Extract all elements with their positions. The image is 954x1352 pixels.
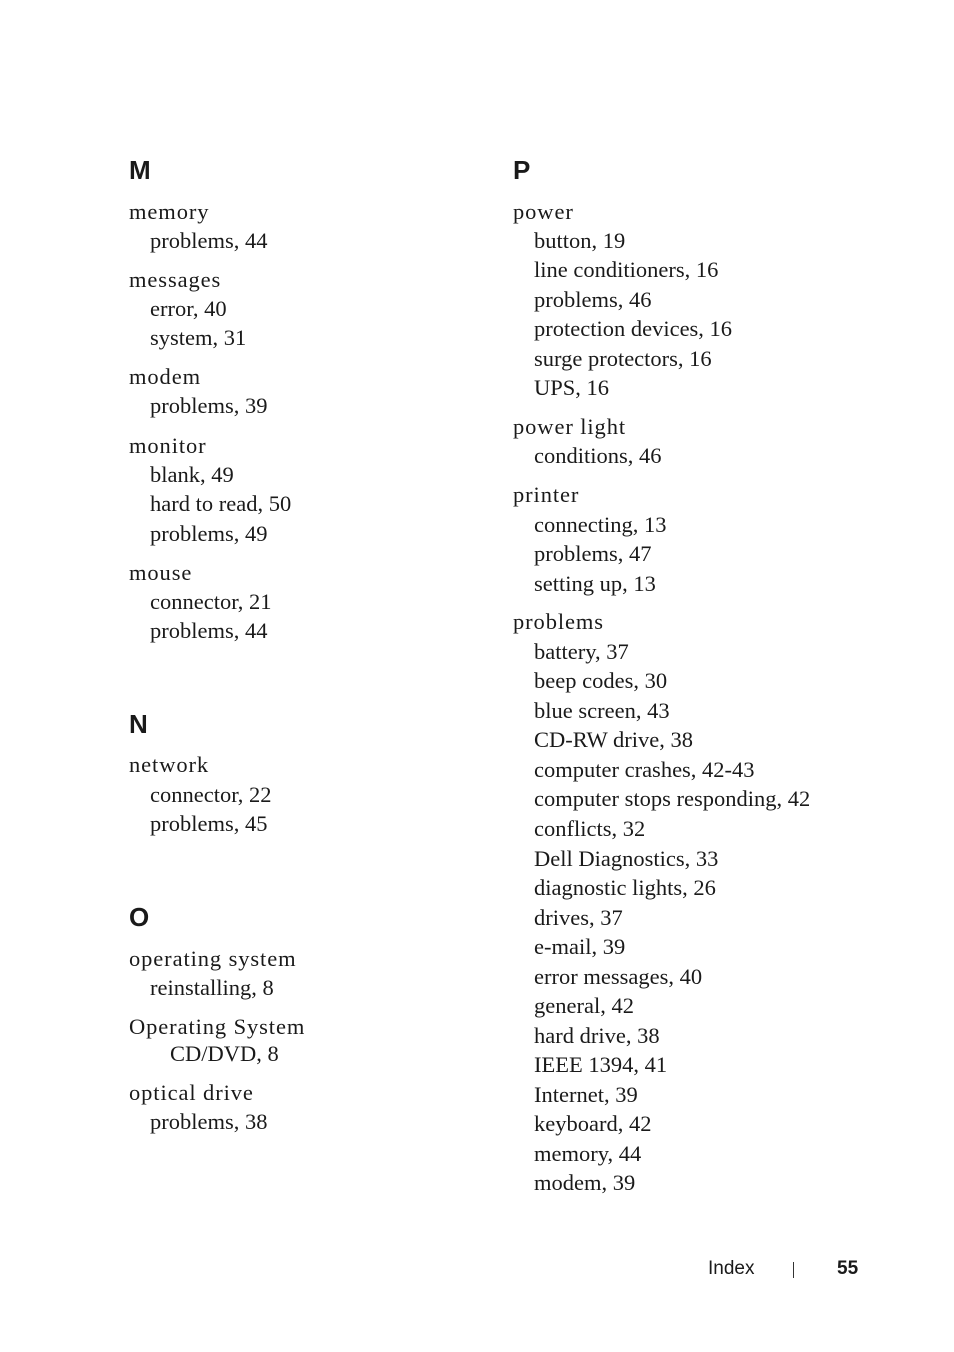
index-term-power: power [513, 199, 574, 224]
index-term-mouse: mouse [129, 560, 193, 585]
footer-separator [793, 1262, 794, 1278]
section-letter-n: N [129, 709, 148, 739]
index-term-operating-system-cd: Operating System [129, 1014, 306, 1039]
index-subentry: hard to read, 50 [150, 491, 292, 516]
footer-label: Index [708, 1258, 755, 1279]
index-term-network: network [129, 752, 210, 777]
index-term-power-light: power light [513, 414, 627, 439]
index-subentry: setting up, 13 [534, 571, 656, 596]
index-subentry: CD-RW drive, 38 [534, 727, 693, 752]
index-subentry: battery, 37 [534, 639, 629, 664]
index-subentry: memory, 44 [534, 1141, 642, 1166]
index-subentry: error, 40 [150, 296, 227, 321]
index-subentry: blue screen, 43 [534, 698, 670, 723]
index-subentry: system, 31 [150, 325, 247, 350]
index-subentry: computer stops responding, 42 [534, 786, 811, 811]
index-subentry: connector, 21 [150, 589, 272, 614]
index-subentry: surge protectors, 16 [534, 346, 712, 371]
index-subentry: connector, 22 [150, 782, 272, 807]
index-term-optical-drive: optical drive [129, 1080, 254, 1105]
index-subentry: line conditioners, 16 [534, 257, 719, 282]
index-subentry: problems, 38 [150, 1109, 268, 1134]
index-subentry: drives, 37 [534, 905, 623, 930]
index-subentry: problems, 47 [534, 541, 652, 566]
index-subentry: computer crashes, 42-43 [534, 757, 755, 782]
index-subentry: Dell Diagnostics, 33 [534, 846, 719, 871]
index-term-modem: modem [129, 364, 201, 389]
index-subentry: UPS, 16 [534, 375, 610, 400]
index-subentry: problems, 46 [534, 287, 652, 312]
index-term-printer: printer [513, 482, 580, 507]
index-subentry: conflicts, 32 [534, 816, 646, 841]
section-letter-m: M [129, 155, 151, 185]
index-subentry: keyboard, 42 [534, 1111, 652, 1136]
index-subentry: diagnostic lights, 26 [534, 875, 716, 900]
index-subentry: conditions, 46 [534, 443, 662, 468]
index-term-memory: memory [129, 199, 210, 224]
index-subentry: CD/DVD, 8 [170, 1041, 279, 1066]
index-subentry: error messages, 40 [534, 964, 703, 989]
section-letter-o: O [129, 902, 150, 932]
index-subentry: reinstalling, 8 [150, 975, 274, 1000]
index-subentry: problems, 45 [150, 811, 268, 836]
index-subentry: e-mail, 39 [534, 934, 626, 959]
index-subentry: hard drive, 38 [534, 1023, 660, 1048]
index-subentry: problems, 49 [150, 521, 268, 546]
index-subentry: problems, 39 [150, 393, 268, 418]
index-subentry: blank, 49 [150, 462, 234, 487]
page-number: 55 [837, 1258, 859, 1279]
index-term-monitor: monitor [129, 433, 207, 458]
index-subentry: connecting, 13 [534, 512, 667, 537]
index-subentry: beep codes, 30 [534, 668, 668, 693]
index-term-operating-system: operating system [129, 946, 297, 971]
index-subentry: modem, 39 [534, 1170, 636, 1195]
index-term-messages: messages [129, 267, 222, 292]
index-subentry: protection devices, 16 [534, 316, 733, 341]
index-term-problems: problems [513, 609, 604, 634]
index-subentry: problems, 44 [150, 618, 268, 643]
index-subentry: general, 42 [534, 993, 634, 1018]
index-subentry: problems, 44 [150, 228, 268, 253]
index-subentry: button, 19 [534, 228, 626, 253]
index-subentry: Internet, 39 [534, 1082, 638, 1107]
section-letter-p: P [513, 155, 531, 185]
index-subentry: IEEE 1394, 41 [534, 1052, 668, 1077]
